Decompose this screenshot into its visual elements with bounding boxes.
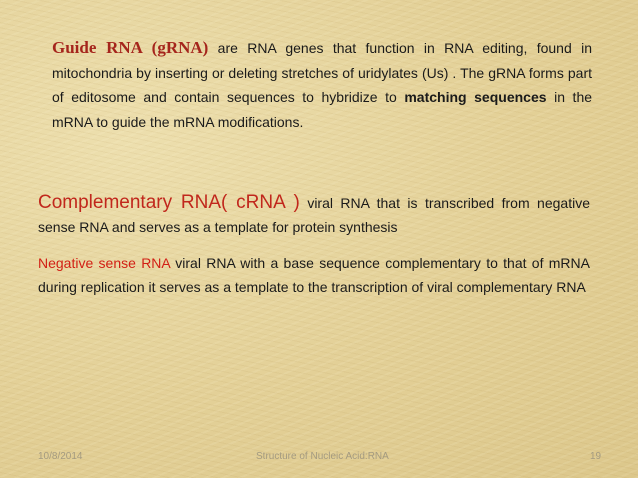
crna-text: viral RNA that is transcribed from negative sense RNA and serves as a template for protein synthesis xyxy=(38,195,590,235)
grna-text-1: are RNA genes that function in RNA editing, found in mitochondria by inserting or deleting stretches of uridylates (Us) . The gRNA forms part of editosome and contain sequences to hybridize to xyxy=(52,40,592,105)
negative-sense-term: Negative sense RNA xyxy=(38,255,170,271)
grna-text-2: in the mRNA to guide the mRNA modifications. xyxy=(52,89,593,130)
grna-term: Guide RNA (gRNA) xyxy=(52,38,209,57)
crna-term: Complementary RNA( cRNA ) xyxy=(38,192,300,213)
negative-sense-text: viral RNA with a base sequence complementary to that of mRNA during replication it serves as a template to the transcription of viral complementary RNA xyxy=(38,255,590,295)
grna-paragraph xyxy=(52,36,592,134)
grna-emphasis: matching sequences xyxy=(404,89,547,105)
footer-title: Structure of Nucleic Acid:RNA xyxy=(256,451,389,462)
crna-paragraph xyxy=(38,191,590,239)
footer-page-number: 19 xyxy=(590,451,602,462)
footer-date: 10/8/2014 xyxy=(38,451,83,462)
negative-sense-paragraph xyxy=(38,251,590,299)
